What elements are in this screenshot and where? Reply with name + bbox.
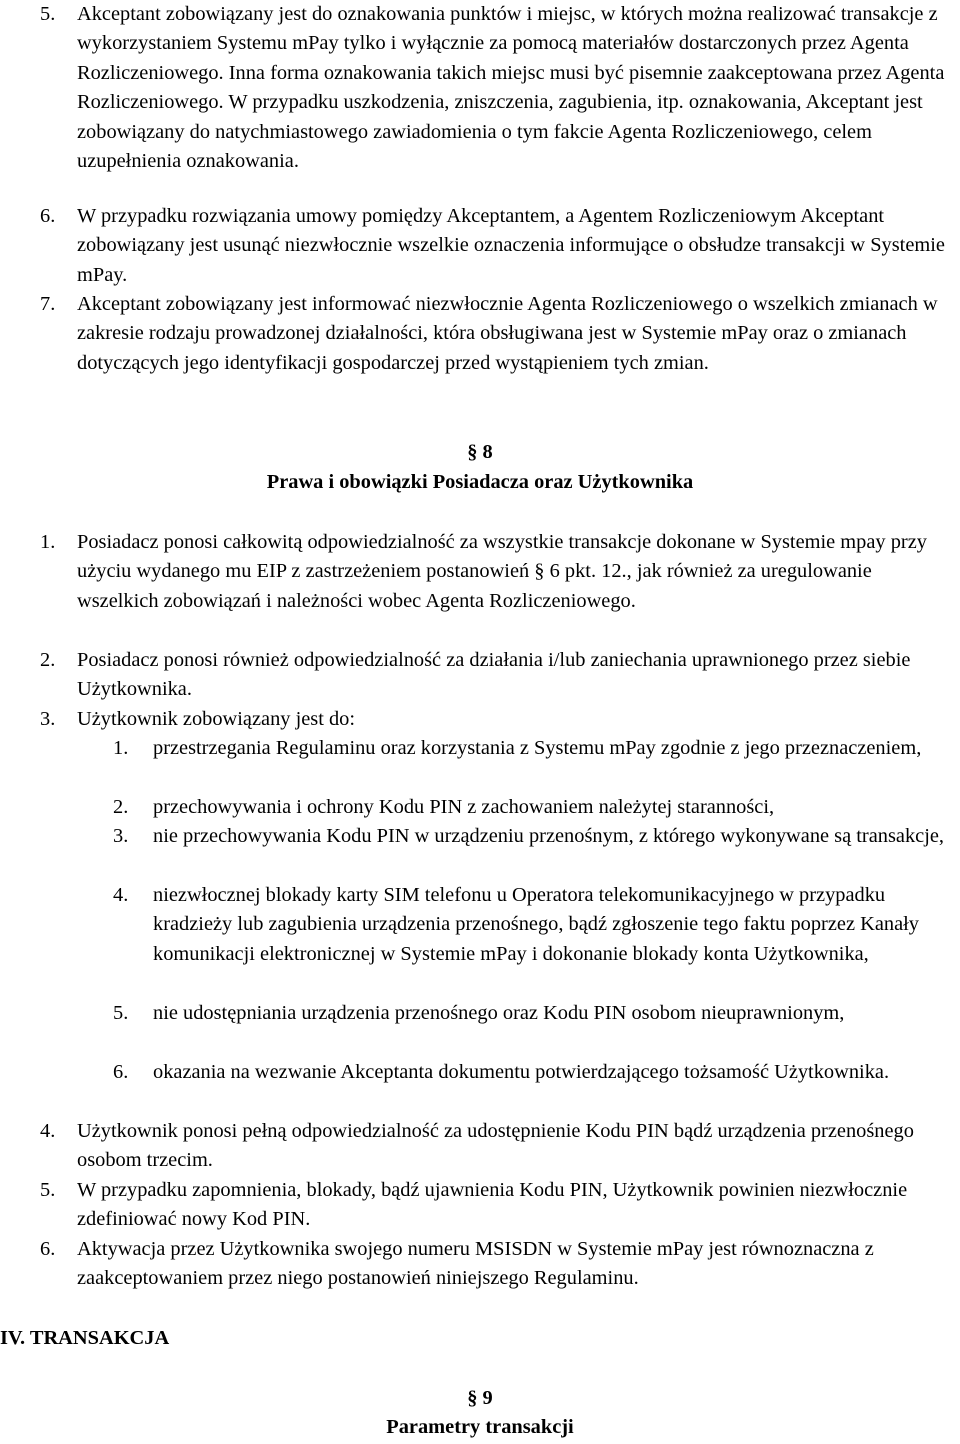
section-number: § 9 <box>467 1387 493 1409</box>
list-item <box>40 0 958 176</box>
list-item <box>40 1117 958 1176</box>
item-number: 6. <box>40 205 56 227</box>
section-title: Parametry transakcji <box>386 1416 574 1438</box>
sub-item-text: przestrzegania Regulaminu oraz korzystania z Systemu mPay zgodnie z jego przeznaczeniem, <box>153 737 922 759</box>
list-item <box>40 290 958 378</box>
item-text: Posiadacz ponosi całkowitą odpowiedzialność za wszystkie transakcje dokonane w Systemie mpay przy użyciu wydanego mu EIP z zastrzeżeniem postanowień § 6 pkt. 12., jak również za uregulowanie wszelkich zobowiązań i należności wobec Agenta Rozliczeniowego. <box>77 531 927 612</box>
item-number: 5. <box>40 3 56 25</box>
section-title: Prawa i obowiązki Posiadacza oraz Użytkownika <box>266 471 694 493</box>
item-number: 1. <box>40 531 56 553</box>
sub-item-text: nie udostępniania urządzenia przenośnego oraz Kodu PIN osobom nieuprawnionym, <box>153 1002 845 1024</box>
sub-list-item <box>113 822 960 851</box>
sub-item-number: 6. <box>113 1061 129 1083</box>
item-text: Użytkownik ponosi pełną odpowiedzialność za udostępnienie Kodu PIN bądź urządzenia przenośnego osobom trzecim. <box>77 1120 914 1172</box>
section-number: § 8 <box>467 441 493 463</box>
item-number: 4. <box>40 1120 56 1142</box>
chapter-heading: IV. TRANSAKCJA <box>0 1327 170 1349</box>
item-text: W przypadku zapomnienia, blokady, bądź ujawnienia Kodu PIN, Użytkownik powinien niezwłocznie zdefiniować nowy Kod PIN. <box>77 1179 908 1231</box>
item-number: 6. <box>40 1238 56 1260</box>
item-number: 5. <box>40 1179 56 1201</box>
item-text: Akceptant zobowiązany jest informować niezwłocznie Agenta Rozliczeniowego o wszelkich zmianach w zakresie rodzaju prowadzonej działalności, która obsługiwana jest w Systemie mPay oraz o zmianach dotyczących jego identyfikacji gospodarczej przed wystąpieniem tych zmian. <box>77 293 938 374</box>
item-text: Aktywacja przez Użytkownika swojego numeru MSISDN w Systemie mPay jest równoznaczna z zaakceptowaniem przez niego postanowień niniejszego Regulaminu. <box>77 1238 874 1290</box>
sub-item-text: okazania na wezwanie Akceptanta dokumentu potwierdzającego tożsamość Użytkownika. <box>153 1061 890 1083</box>
list-item <box>40 1176 958 1235</box>
item-text: Użytkownik zobowiązany jest do: <box>77 708 356 730</box>
sub-item-text: nie przechowywania Kodu PIN w urządzeniu przenośnym, z którego wykonywane są transakcje, <box>153 825 945 847</box>
sub-list-item <box>113 1058 960 1087</box>
item-text: Akceptant zobowiązany jest do oznakowania punktów i miejsc, w których można realizować transakcje z wykorzystaniem Systemu mPay tylko i wyłącznie za pomocą materiałów dostarczonych przez Agenta Rozliczeniowego. Inna forma oznakowania takich miejsc musi być pisemnie zaakceptowana przez Agenta Rozliczeniowego. W przypadku uszkodzenia, zniszczenia, zagubienia, itp. oznakowania, Akceptant jest zobowiązany do natychmiastowego zawiadomienia o tym fakcie Agenta Rozliczeniowego, celem uzupełnienia oznakowania. <box>77 3 945 173</box>
sub-item-number: 5. <box>113 1002 129 1024</box>
sub-item-number: 4. <box>113 884 129 906</box>
item-text: W przypadku rozwiązania umowy pomiędzy Akceptantem, a Agentem Rozliczeniowym Akceptant zobowiązany jest usunąć niezwłocznie wszelkie oznaczenia informujące o obsłudze transakcji w Systemie mPay. <box>77 205 945 286</box>
sub-list-item <box>113 881 960 969</box>
sub-item-number: 3. <box>113 825 129 847</box>
sub-list-item <box>113 999 960 1028</box>
item-text: Posiadacz ponosi również odpowiedzialność za działania i/lub zaniechania uprawnionego przez siebie Użytkownika. <box>77 649 911 701</box>
sub-list-item <box>113 734 960 763</box>
list-item <box>40 1235 958 1294</box>
item-number: 3. <box>40 708 56 730</box>
list-item <box>40 202 958 290</box>
sub-item-text: niezwłocznej blokady karty SIM telefonu u Operatora telekomunikacyjnego w przypadku kradzieży lub zagubienia urządzenia przenośnego, bądź zgłoszenie tego faktu poprzez Kanały komunikacji elektronicznej w Systemie mPay i dokonanie blokady konta Użytkownika, <box>153 884 919 965</box>
sub-item-text: przechowywania i ochrony Kodu PIN z zachowaniem należytej staranności, <box>153 796 775 818</box>
list-item <box>40 528 958 616</box>
list-item <box>40 705 958 734</box>
list-item <box>40 646 958 705</box>
sub-item-number: 2. <box>113 796 129 818</box>
item-number: 7. <box>40 293 56 315</box>
sub-list-item <box>113 793 960 822</box>
sub-item-number: 1. <box>113 737 129 759</box>
item-number: 2. <box>40 649 56 671</box>
